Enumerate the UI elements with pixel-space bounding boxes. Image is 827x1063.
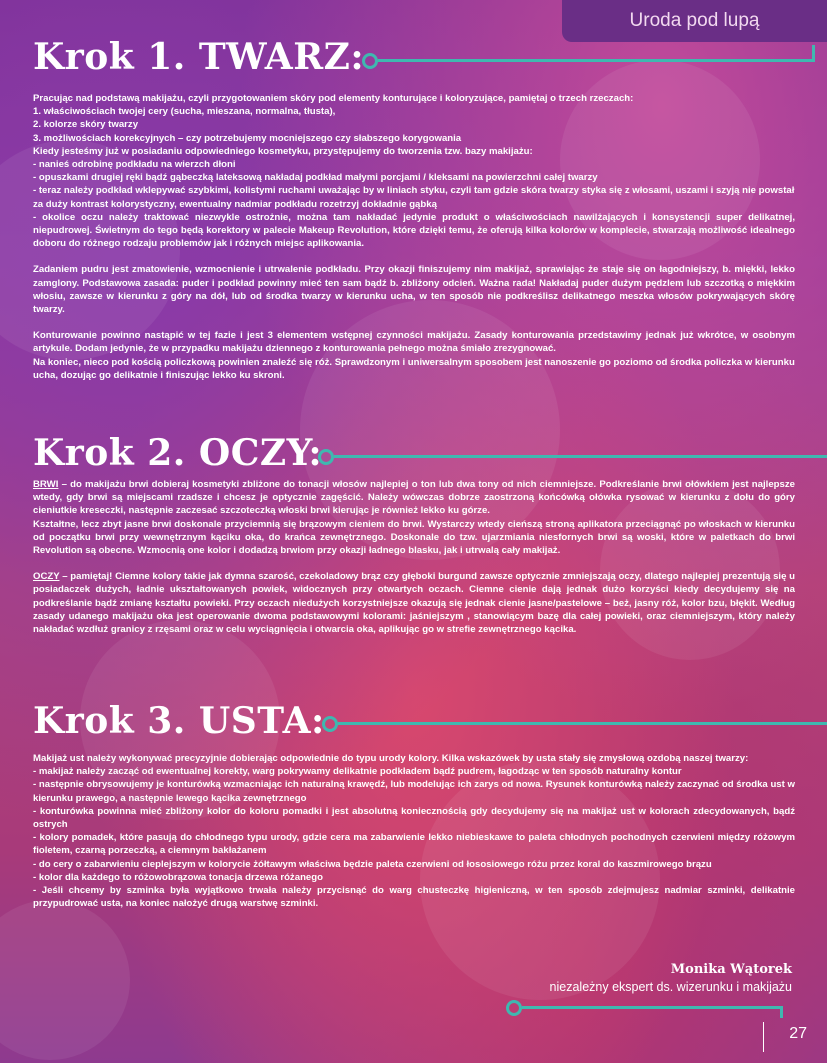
author-name: Monika Wątorek (670, 962, 792, 977)
brwi-label: BRWI (33, 479, 59, 490)
list-item: - Jeśli chcemy by szminka była wyjątkowo trwała należy przycisnąć do warg chusteczkę higieniczną, w ten sposób zdejmujesz nadmiar szminki, delikatnie przypudrować usta, na koniec nałożyć drugą warstwę szminki. (33, 885, 795, 910)
paragraph: Pracując nad podstawą makijażu, czyli przygotowaniem skóry pod elementy konturujące i koloryzujące, pamiętaj o trzech rzeczach: (33, 93, 634, 104)
step3-heading: Krok 3. USTA: (33, 700, 325, 742)
list-item: - następnie obrysowujemy je konturówką wzmacniając ich naturalną krawędź, lub modelując ich zarys od nowa. Rysunek konturówką należy zaczynać od środka ust w kierunku prawego, a następnie lewego kącika zewnętrznego (33, 779, 795, 804)
list-item: - do cery o zabarwieniu cieplejszym w kolorycie żółtawym właściwa będzie paleta czerwieni od łososiowego różu przez koral do kaszmirowego brązu (33, 858, 712, 870)
circle-bullet-icon (506, 1000, 522, 1016)
paragraph: Kształtne, lecz zbyt jasne brwi doskonale przyciemnią się brązowym cieniem do brwi. Wystarczy wtedy cieńszą stroną aplikatora przeciągnąć po włoskach w kierunku od początku brwi przy wewnętrznym kąciku oka, do krańca zewnętrznego. Doskonale do tzw. ujarzmiania niesfornych brwi są woski, które w paletkach do brwi Revolution są obecne. Wzmocnią one kolor i dodadzą brwiom przy okazji ładnego blasku, jak i utrwalą cały makijaż. (33, 518, 795, 557)
step1-body (33, 92, 795, 382)
step1-heading: Krok 1. TWARZ: (33, 36, 365, 78)
page-number: 27 (789, 1025, 807, 1042)
divider-line (378, 59, 815, 62)
divider-line (334, 455, 827, 458)
circle-bullet-icon (322, 716, 338, 732)
list-item: - konturówka powinna mieć zbliżony kolor do koloru pomadki i jest absolutną koniecznością gdy decydujemy się na makijaż ust w kolorach zdecydowanych, bądź ostrych (33, 805, 795, 831)
list-item: - teraz należy podkład wklepywać szybkimi, kolistymi ruchami uważając by w liniach styku, czyli tam gdzie skóra twarzy styka się z włosami, uszami i szyją nie powstał za duży kontrast kolorystyczny, ewentualny nadmiar podkładu rozetrzyj dokładnie gąbką (33, 185, 795, 210)
list-item: - kolory pomadek, które pasują do chłodnego typu urody, gdzie cera ma zabarwienie lekko niebieskawe to paleta chłodnych pochodnych czerwieni między różowym fioletem, czarną porzeczką, a ciemnym bakłażanem (33, 832, 795, 857)
oczy-label: OCZY (33, 571, 60, 583)
list-item: - opuszkami drugiej ręki bądź gąbeczką lateksową nakładaj podkład małymi porcjami / kleksami na powierzchni całej twarzy (33, 172, 598, 184)
paragraph: Kiedy jesteśmy już w posiadaniu odpowiedniego kosmetyku, przystępujemy do tworzenia tzw. bazy makijażu: (33, 145, 533, 157)
paragraph: Zadaniem pudru jest zmatowienie, wzmocnienie i utrwalenie podkładu. Przy okazji finiszujemy nim makijaż, sprawiając że staje się on łagodniejszy, b. miękki, lekko zamglony. Podstawowa zasada: puder i podkład powinny mieć ten sam bądź b. zbliżony odcień. Ważna rada! Nakładaj puder dużym pędzlem lub szczotką o miękkim włosiu, zawsze w kierunku z góry na dół, lub od środka twarzy w kierunku ucha, w ten sposób nie podkreślisz delikatnego meszka włosów pokrywających skórę twarzy. (33, 264, 795, 316)
divider-line (338, 722, 827, 725)
list-item: - nanieś odrobinę podkładu na wierzch dłoni (33, 159, 236, 171)
circle-bullet-icon (362, 53, 378, 69)
author-role: niezależny ekspert ds. wizerunku i makijażu (549, 980, 792, 994)
oczy-text: – pamiętaj! Ciemne kolory takie jak dymna szarość, czekoladowy brąz czy głęboki burgund zawsze optycznie zmniejszają oczy, dlatego najlepiej prezentują się u posiadaczek dużych, ładnie ukształtowanych powiek, widocznych przy otwartych oczach. Ciemne cienie dają jednak dużo korzyści kiedy decydujemy się na podkreślanie bądź zmianę kształtu powieki. Przy oczach niedużych korzystniejsze okazują się jednak cienie jasne/pastelowe – beż, jasny róż, kolor bzu, błękit. Według zasady udanego makijażu oka jest operowanie dwoma podstawowymi kolorami: jaśniejszym , stanowiącym bazę dla całej powieki, oraz ciemniejszym, który należy nakładać wzdłuż granicy z rzęsami oraz w celu wyciągnięcia i otwarcia oka, aplikując go w strefie zewnętrznego kącika. (33, 571, 795, 636)
circle-bullet-icon (318, 449, 334, 465)
list-item: 2. kolorze skóry twarzy (33, 119, 139, 131)
divider-line (522, 1006, 783, 1009)
section-tag: Uroda pod lupą (562, 0, 827, 42)
paragraph: Makijaż ust należy wykonywać precyzyjnie dobierając odpowiednie do typu urody kolory. Kilka wskazówek by usta stały się zmysłową ozdobą naszej twarzy: (33, 753, 749, 764)
brwi-text: – do makijażu brwi dobieraj kosmetyki zbliżone do tonacji włosów najlepiej o ton lub dwa tony od nich ciemniejsze. Podkreślanie brwi ołówkiem jest najlepsze wtedy, gdy brwi są miejscami rzadsze i chcesz je optycznie zagęścić. Należy wówczas dobrze zaostrzoną końcówką ołówka rysować w kierunku z dołu do góry cieniutkie kreseczki, następnie zaczesać szczoteczką włoski brwi kierując je również lekko ku górze. (33, 479, 795, 517)
step2-heading: Krok 2. OCZY: (33, 432, 323, 474)
bokeh-circle (0, 900, 130, 1060)
step2-body (33, 478, 795, 636)
list-item: 3. możliwościach korekcyjnych – czy potrzebujemy mocniejszego czy słabszego korygowania (33, 132, 462, 144)
paragraph: Na koniec, nieco pod kością policzkową powinien znaleźć się róż. Sprawdzonym i uniwersalnym sposobem jest nanoszenie go poziomo od środka policzka w kierunku ucha, dozując go delikatnie i finiszując lekko ku skroni. (33, 356, 795, 381)
step3-body (33, 752, 795, 910)
list-item: 1. właściwościach twojej cery (sucha, mieszana, normalna, tłusta), (33, 106, 336, 118)
list-item: - kolor dla każdego to różowobrązowa tonacja drzewa różanego (33, 871, 323, 883)
page-number-divider (763, 1022, 764, 1052)
divider-line (812, 45, 815, 62)
paragraph: Konturowanie powinno nastąpić w tej fazie i jest 3 elementem wstępnej czynności makijażu. Zasady konturowania przedstawimy jednak już wkrótce, w osobnym artykule. Dodam jedynie, że w przypadku makijażu dziennego z konturowania pełnego można śmiało zrezygnować. (33, 330, 795, 355)
list-item: - okolice oczu należy traktować niezwykle ostrożnie, można tam nakładać jedynie produkt o właściwościach nawilżających i konsystencji super delikatnej, niepudrowej. Świetnym do tego będą korektory w palecie Makeup Revolution, które dzięki temu, że oferują kilka kolorów w komplecie, stwarzają możliwość idealnego doboru do różnego rodzaju problemów jak i różnych miejsc aplikowania. (33, 211, 795, 250)
divider-line (780, 1006, 783, 1018)
list-item: - makijaż należy zacząć od ewentualnej korekty, warg pokrywamy delikatnie podkładem bądź pudrem, łagodząc w ten sposób naturalny kontur (33, 766, 682, 778)
